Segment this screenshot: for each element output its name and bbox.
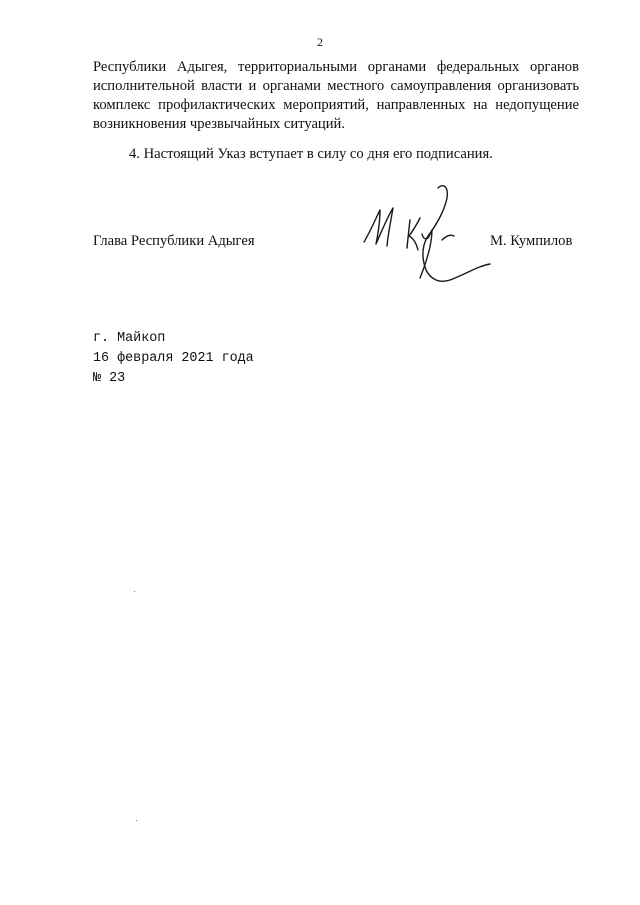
scan-speck bbox=[134, 591, 135, 592]
signatory-title: Глава Республики Адыгея bbox=[93, 233, 255, 249]
signatory-name: М. Кумпилов bbox=[490, 233, 573, 249]
issuance-block bbox=[93, 329, 254, 389]
handwritten-signature bbox=[358, 180, 498, 295]
paragraph-continuation: Республики Адыгея, территориальными органами федеральных органов исполнительной власти и органами местного самоуправления организовать комплекс профилактических мероприятий, направленных на недопущение возникновения чрезвычайных ситуаций. bbox=[93, 59, 579, 132]
issuance-number: № 23 bbox=[93, 371, 126, 386]
issuance-city: г. Майкоп bbox=[93, 331, 166, 346]
paragraph-item-4: 4. Настоящий Указ вступает в силу со дня его подписания. bbox=[129, 146, 493, 162]
main-text bbox=[93, 58, 579, 134]
issuance-date: 16 февраля 2021 года bbox=[93, 351, 254, 366]
page-number: 2 bbox=[317, 35, 323, 49]
scan-speck bbox=[136, 820, 137, 821]
